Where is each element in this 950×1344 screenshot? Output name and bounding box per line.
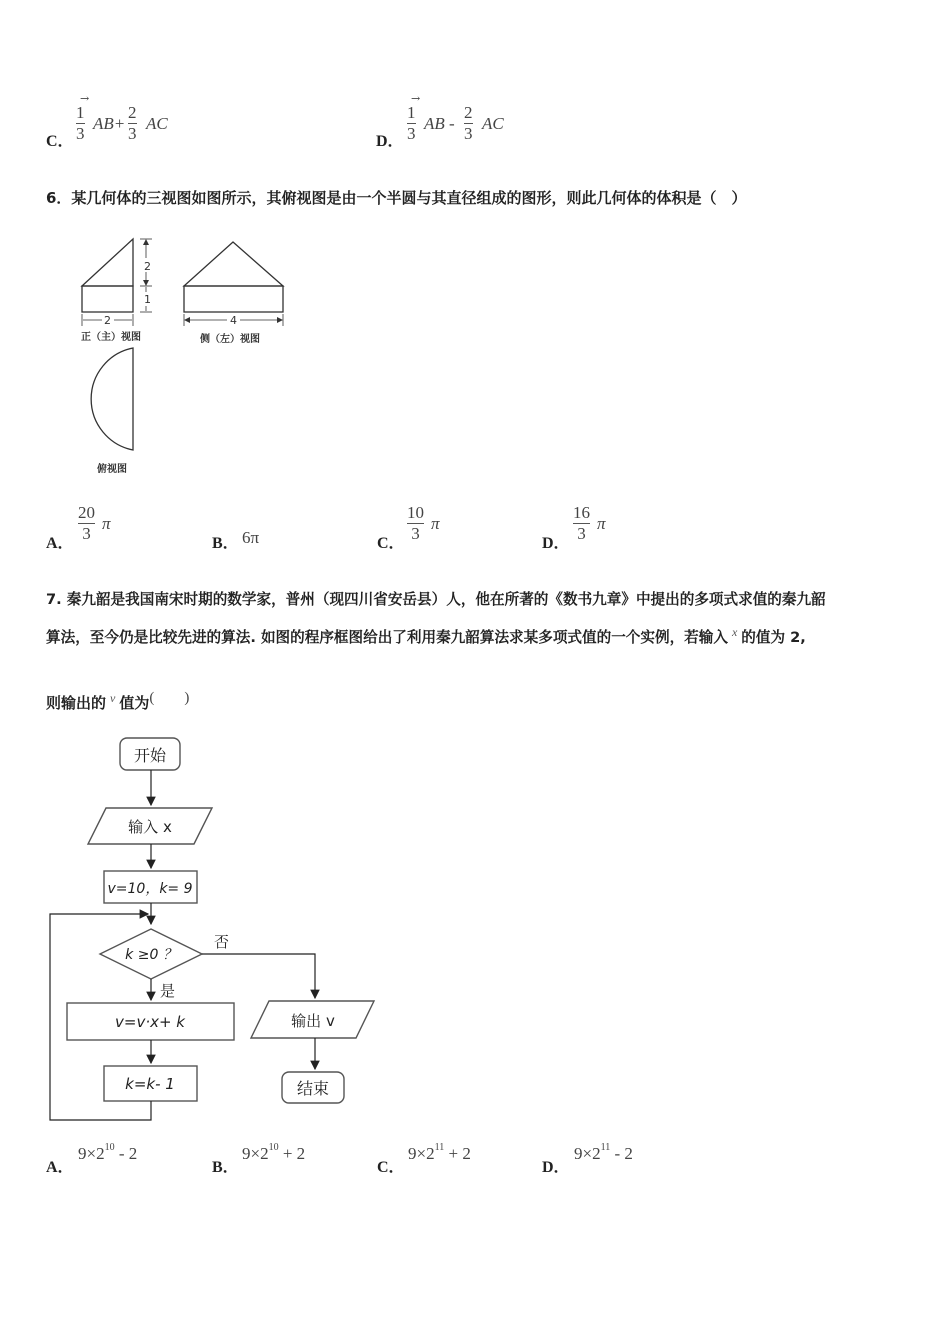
math-term: AB - [424,114,455,133]
question-7-line-3: 则输出的 $^v$ 值为( ) [46,690,190,712]
math-term: AC [146,114,168,133]
top-view-label: 俯视图 [97,464,127,475]
condition-label: k ≥0 ？ [125,947,177,963]
option-label: D． [376,133,404,150]
math-term: AB+ [93,114,126,133]
dim-label: 1 [144,293,151,306]
update-k-label: k=k- 1 [125,1075,175,1093]
answer-paren: ( ) [149,690,190,706]
start-label: 开始 [133,746,167,765]
dim-label: 4 [230,314,237,327]
option-label: C． [377,1159,405,1176]
no-label: 否 [214,933,230,951]
var-v: v [110,691,116,705]
option-label: A． [46,535,74,552]
fraction: 16 3 [573,503,590,543]
input-label: 输入 x [128,818,172,836]
option-label: C． [377,535,405,552]
top-view [91,348,133,475]
three-view-figure [70,232,300,482]
option-expression: $9\times 2^{11} + 2$ [408,1142,471,1163]
fraction: 2 3 [464,103,473,143]
side-view [184,242,283,345]
vector-arrow-icon: → [411,92,421,105]
fraction: 2 3 [128,103,137,143]
option-expression: $9\times 2^{10} + 2$ [242,1142,306,1163]
question-7-line-1: 7. 秦九韶是我国南宋时期的数学家，普州（现四川省安岳县）人，他在所著的《数书九章》中提出的多项式求值的秦九韶 [46,591,826,608]
var-x: x [731,625,738,639]
end-label: 结束 [296,1079,330,1098]
front-view [81,239,152,343]
dim-label: 2 [144,260,151,273]
question-6-text: 6．某几何体的三视图如图所示，其俯视图是由一个半圆与其直径组成的图形，则此几何体的体积是（ ） [46,189,747,207]
option-label: B． [212,535,239,552]
side-view-label: 侧（左）视图 [200,334,260,345]
option-label: A． [46,1159,74,1176]
dim-label: 2 [104,314,111,327]
option-label: D． [542,1159,570,1176]
fraction: 1 3 [76,103,85,143]
option-label: B． [212,1159,239,1176]
option-label: D． [542,535,570,552]
pi-symbol: π [102,514,111,533]
pi-symbol: π [597,514,606,533]
yes-label: 是 [160,982,176,1000]
pi-symbol: π [431,514,440,533]
fraction: 1 3 [407,103,416,143]
fraction: 20 3 [78,503,95,543]
option-expression: $9\times 2^{10} - 2$ [78,1142,138,1163]
front-view-label: 正（主）视图 [81,332,141,343]
option-label: C． [46,133,74,150]
fraction: 10 3 [407,503,424,543]
output-label: 输出 v [291,1012,335,1030]
flowchart [40,732,390,1127]
option-expression: $9\times 2^{11} - 2$ [574,1142,633,1163]
init-label: v=10，k= 9 [107,881,193,897]
option-value: 6π [242,528,260,547]
vector-arrow-icon: → [80,92,90,105]
update-v-label: v=v·x+ k [115,1013,185,1031]
question-7-line-2: 算法，至今仍是比较先进的算法. 如图的程序框图给出了利用秦九韶算法求某多项式值的一个实例，若输入 $^x$ 的值为 2, [46,625,806,646]
math-term: AC [482,114,504,133]
